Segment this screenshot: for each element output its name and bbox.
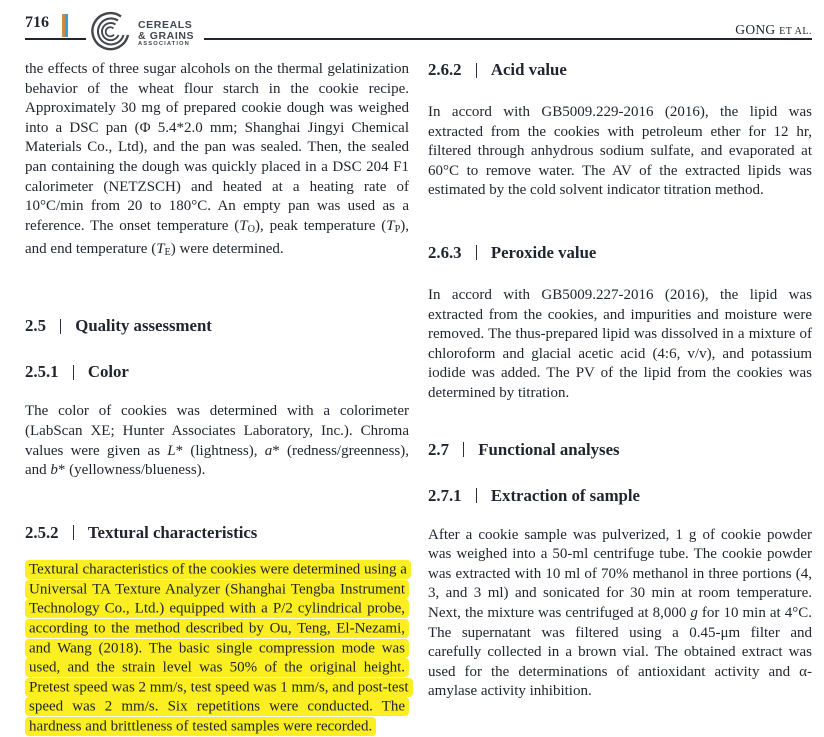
section-title: Extraction of sample: [490, 485, 641, 505]
section-number: 2.6.2: [428, 60, 462, 79]
heading-separator-bar: [73, 525, 74, 540]
section-heading-2-5-1: [25, 362, 409, 382]
left-column: [25, 60, 409, 737]
section-number: 2.6.3: [428, 242, 462, 262]
section-title: Textural characteristics: [87, 522, 258, 542]
logo-line3: ASSOCIATION: [138, 41, 190, 47]
paragraph-dsc-method: the effects of three sugar alcohols on the thermal gelatinization behavior of the wheat flour starch in the cookie recipe. Approximately 30 mg of prepared cookie dough was weighed into a DSC pan (Φ 5.4*2.0 mm; Shanghai Jingyi Chemical Materials Co., Ltd), and the pan was sealed. Then, the sealed pan containing the dough was quickly placed in a DSC 204 F1 calorimeter (NETZSCH) and heated at a heating rate of 10°C/min from 20 to 180°C. An empty pan was used as a reference. The onset temperature (TO), peak temperature (TP), and end temperature (TE) were determined.: [25, 61, 409, 258]
heading-separator-bar: [476, 63, 477, 78]
right-column: [428, 60, 812, 702]
paragraph-extraction: After a cookie sample was pulverized, 1 g of cookie powder was weighed into a 50-ml centrifuge tube. The cookie powder was extracted with 10 ml of 70% methanol in three portions (4, 3, and 3 ml) and sonicated for 30 min at room temperature. Next, the mixture was centrifuged at 8,000 g for 10 min at 4°C. The supernatant was filtered using a 0.45-μm filter and carefully collected in a brown vial. The obtained extract was used for the determinations of antioxidant activity and α-amylase activity inhibition.: [428, 526, 813, 700]
section-number: 2.7: [428, 439, 449, 459]
section-number: 2.5: [25, 316, 46, 336]
publisher-logo: [86, 10, 204, 58]
section-title: Color: [87, 362, 129, 382]
section-title: Functional analyses: [478, 439, 620, 459]
paragraph-textural-method: [25, 561, 409, 737]
section-heading-2-7: [428, 440, 812, 460]
section-heading-2-5-2: [25, 523, 409, 543]
section-title: Acid value: [490, 60, 567, 79]
section-heading-2-5: [25, 316, 409, 336]
running-head: [735, 22, 812, 38]
heading-separator-bar: [463, 442, 464, 457]
paragraph-color-method: The color of cookies was determined with a colorimeter (LabScan XE; Hunter Associates Laboratory, Inc.). Chroma values were given as L* (lightness), a* (redness/greenness), and b* (yellowness/blueness).: [25, 403, 409, 479]
heading-separator-bar: [73, 365, 74, 380]
heading-separator-bar: [60, 319, 61, 334]
cereals-grains-swirl-icon: [88, 9, 134, 60]
section-heading-2-6-3: [428, 243, 812, 263]
section-heading-2-7-1: [428, 486, 812, 506]
heading-separator-bar: [476, 488, 477, 503]
logo-line2: & GRAINS: [138, 29, 195, 42]
brand-stripe-blue: [65, 14, 68, 37]
paragraph-acid-value: In accord with GB5009.229-2016 (2016), the lipid was extracted from the cookies with petroleum ether for 12 hr, filtered through anhydrous sodium sulfate, and evaporated at 60°C to remove water. The AV of the extracted lipids was estimated by the cold solvent indicator titration method.: [428, 104, 812, 199]
running-head-author: GONG: [735, 22, 776, 37]
brand-bar: [62, 14, 68, 37]
logo-wordmark: [138, 20, 194, 48]
paragraph-peroxide-value: In accord with GB5009.227-2016 (2016), the lipid was extracted from the cookies, and impurities and moisture were removed. The thus-prepared lipid was dissolved in a mixture of chloroform and glacial acetic acid (4:6, v/v), and potassium iodide was added. The PV of the lipid from the cookies was determined by titration.: [428, 286, 812, 401]
section-number: 2.5.1: [25, 362, 59, 382]
section-title: Quality assessment: [75, 316, 212, 336]
section-heading-2-6-2: [428, 60, 812, 80]
heading-separator-bar: [476, 245, 477, 260]
section-number: 2.5.2: [25, 522, 59, 542]
highlighted-text: Textural characteristics of the cookies were determined using a Universal TA Texture Analyzer (Shanghai Tengba Instrument Technology Co., Ltd.) equipped with a P/2 cylindrical probe, according to the method described by Ou, Teng, El-Nezami, and Wang (2018). The basic single compression mode was used, and the strain level was 50% of the original height. Pretest speed was 2 mm/s, test speed was 1 mm/s, and post-test speed was 2 mm/s. Six repetitions were conducted. The hardness and brittleness of tested samples were recorded.: [25, 560, 413, 736]
running-head-etal: ET AL.: [779, 26, 812, 37]
logo-line1: CEREALS: [138, 19, 193, 31]
page-number: 716: [25, 14, 49, 31]
section-number: 2.7.1: [428, 485, 462, 505]
section-title: Peroxide value: [490, 242, 597, 262]
